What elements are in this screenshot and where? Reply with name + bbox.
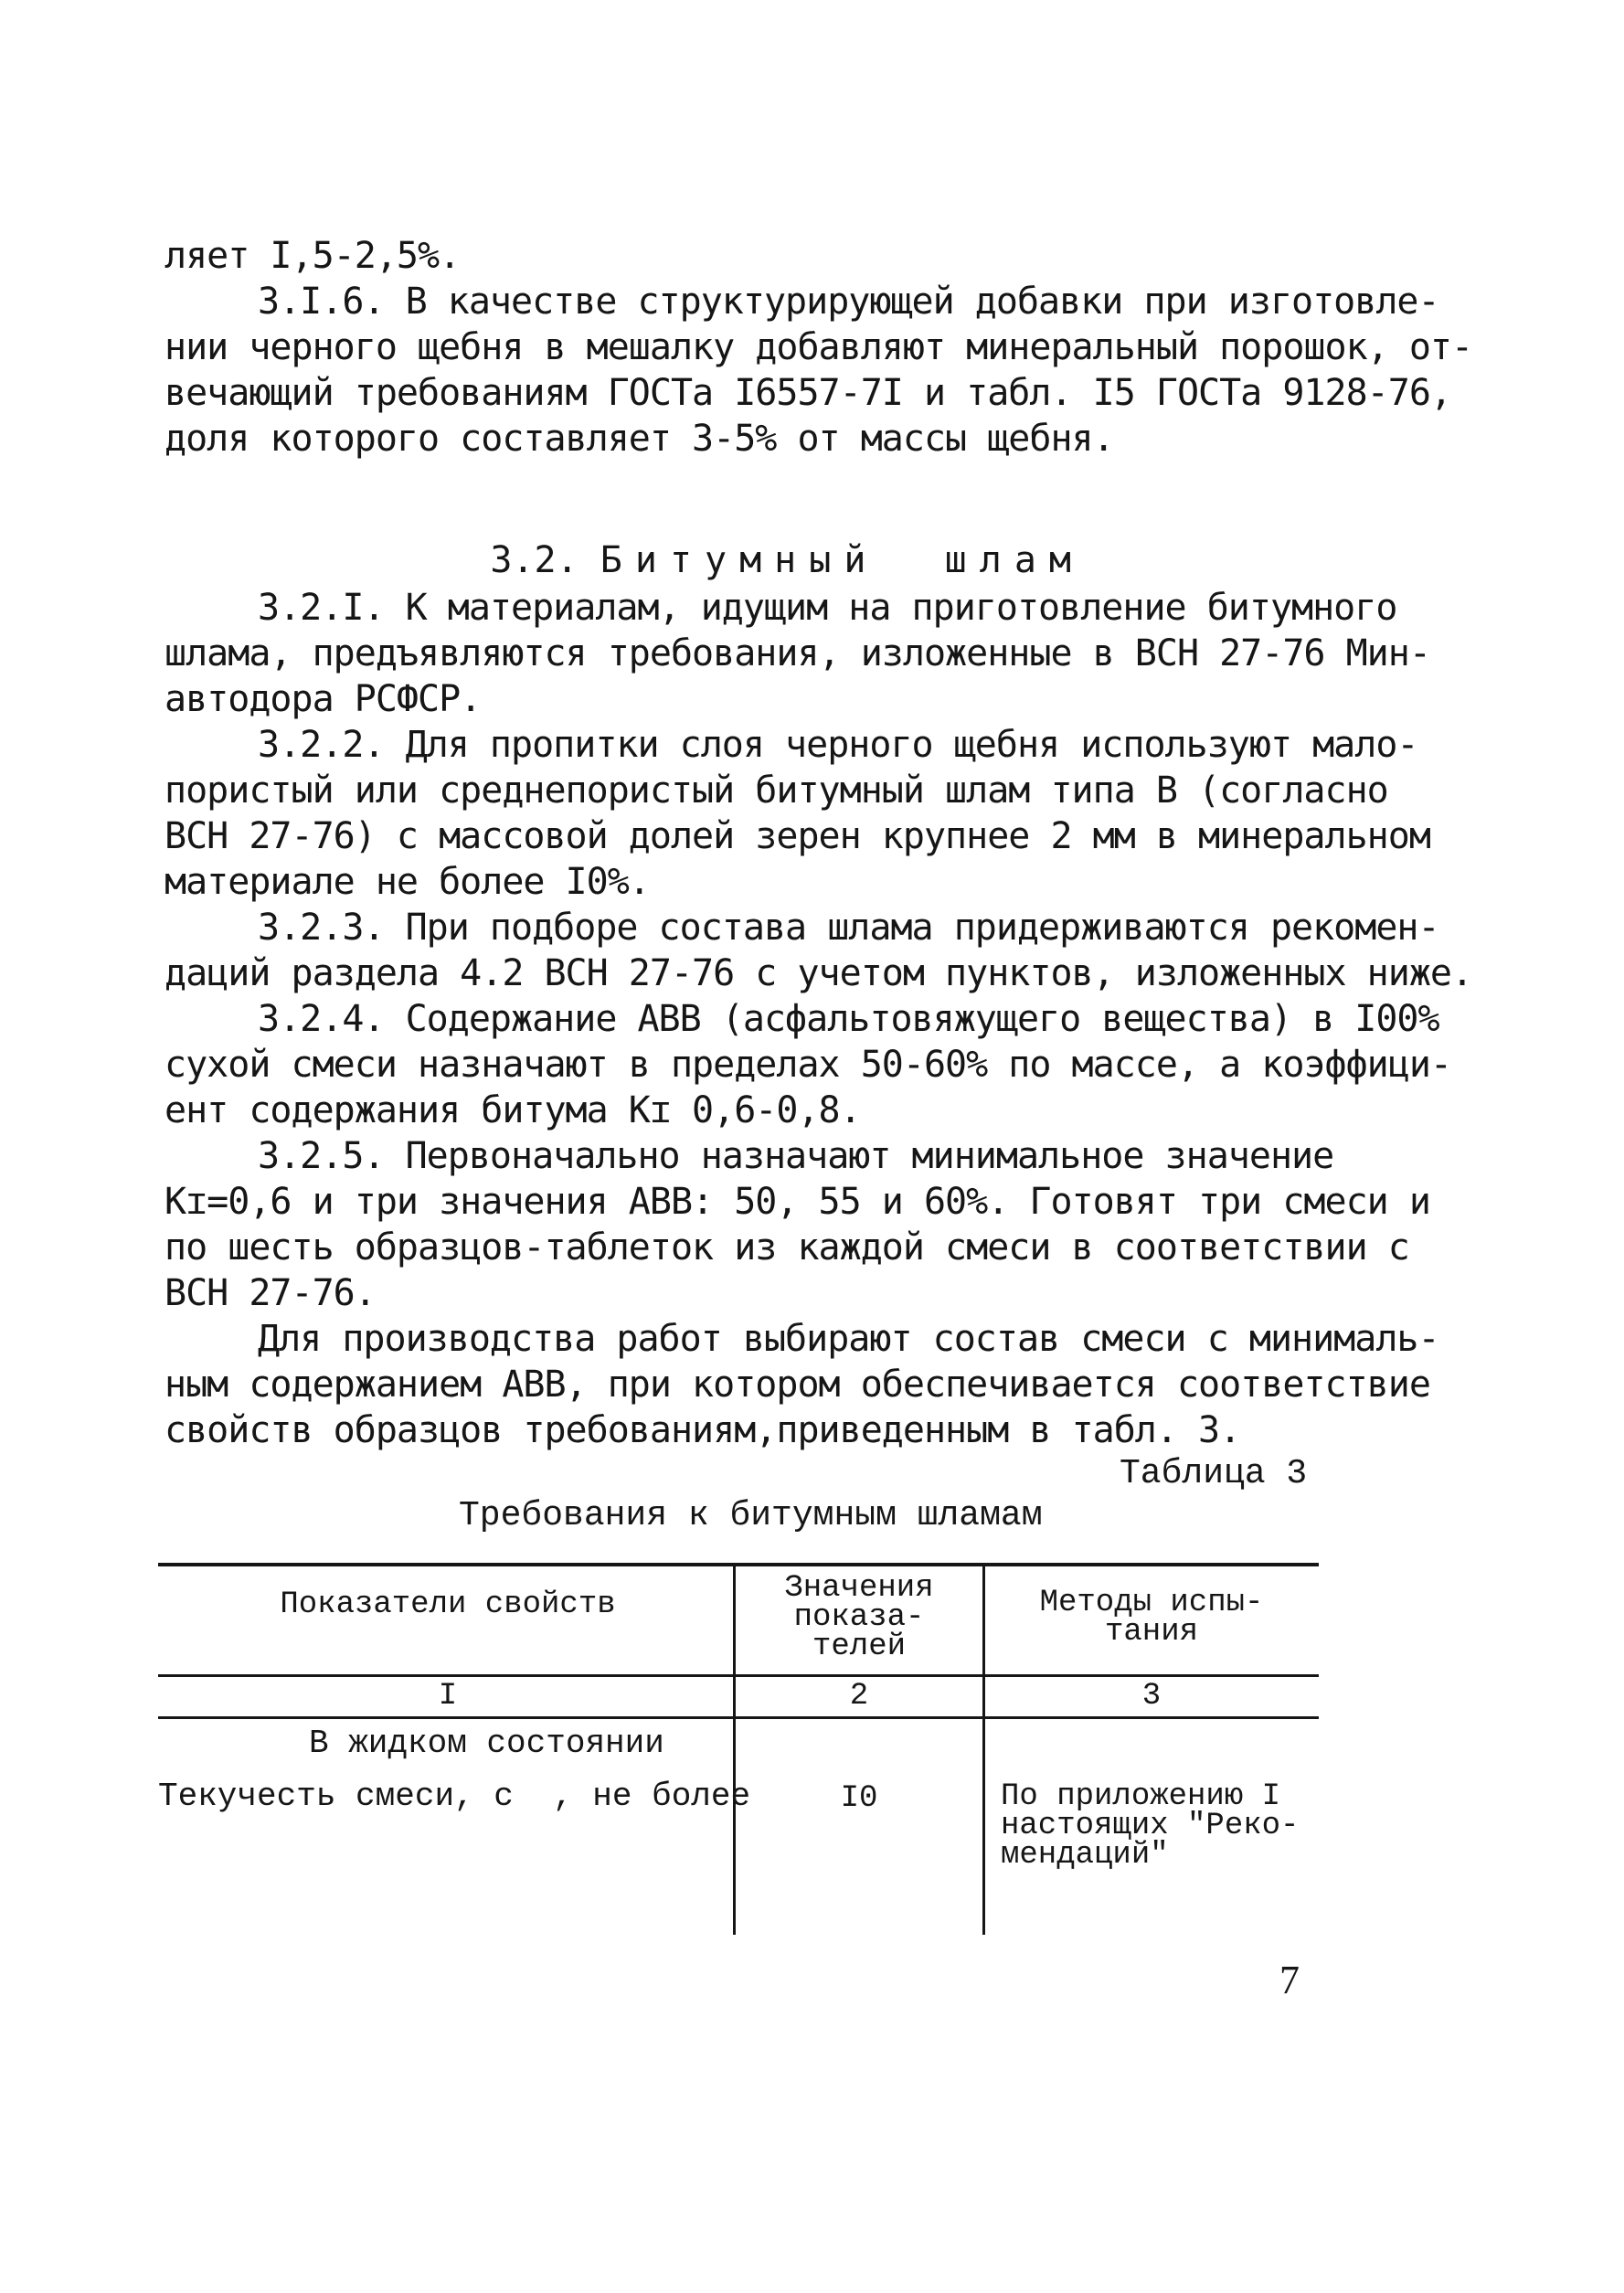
text-line: по шесть образцов-таблеток из каждой смеси в соответствии с bbox=[165, 1226, 1409, 1269]
table-top-rule bbox=[158, 1563, 1319, 1566]
table-column-divider bbox=[982, 1565, 985, 1935]
section-title-word: Битумный bbox=[600, 539, 879, 581]
text-line: свойств образцов требованиям,приведенным в табл. 3. bbox=[165, 1409, 1241, 1451]
text-line: даций раздела 4.2 ВСН 27-76 с учетом пунктов, изложенных ниже. bbox=[165, 952, 1473, 994]
text-line: 3.2.5. Первоначально назначают минимальное значение bbox=[258, 1135, 1334, 1177]
text-line: 3.2.4. Содержание АВВ (асфальтовяжущего вещества) в I00% bbox=[258, 998, 1439, 1040]
text-line: ляет I,5-2,5%. bbox=[165, 235, 461, 277]
text-line: ент содержания битума Кɪ 0,6-0,8. bbox=[165, 1089, 861, 1131]
text-line: сухой смеси назначают в пределах 50-60% по массе, а коэффици- bbox=[165, 1044, 1452, 1086]
text-line: автодора РСФСР. bbox=[165, 678, 482, 720]
table-header-cell: Показатели свойств bbox=[280, 1587, 616, 1622]
text-line: пористый или среднепористый битумный шлам типа В (согласно bbox=[165, 770, 1388, 812]
text-line: ВСН 27-76) с массовой долей зерен крупнее 2 мм в минеральном bbox=[165, 815, 1430, 857]
table-column-number: 3 bbox=[1141, 1679, 1162, 1714]
table-subheading: В жидком состоянии bbox=[309, 1725, 664, 1762]
text-line: нии черного щебня в мешалку добавляют минеральный порошок, от- bbox=[165, 326, 1473, 368]
table-cell-value: I0 bbox=[840, 1781, 878, 1816]
text-line: вечающий требованиям ГОСТа I6557-7I и табл. I5 ГОСТа 9128-76, bbox=[165, 372, 1452, 414]
table-column-divider bbox=[733, 1565, 736, 1935]
text-line: 3.2.I. К материалам, идущим на приготовление битумного bbox=[258, 587, 1397, 629]
text-line: 3.I.6. В качестве структурирующей добавки при изготовле- bbox=[258, 281, 1439, 323]
text-line: 3.2.3. При подборе состава шлама придерживаются рекомен- bbox=[258, 907, 1439, 949]
table-title: Требования к битумным шламам bbox=[459, 1496, 1043, 1535]
text-line: материале не более I0%. bbox=[165, 861, 650, 903]
text-line: ВСН 27-76. bbox=[165, 1272, 376, 1314]
table-header-rule bbox=[158, 1674, 1319, 1677]
table-column-number: 2 bbox=[849, 1679, 869, 1714]
table-label: Таблица 3 bbox=[1120, 1454, 1308, 1493]
text-line: 3.2.2. Для пропитки слоя черного щебня используют мало- bbox=[258, 724, 1418, 766]
section-title-word: шлам bbox=[944, 539, 1084, 581]
page-number: 7 bbox=[1279, 1958, 1300, 2002]
text-line: шлама, предъявляются требования, изложенные в ВСН 27-76 Мин- bbox=[165, 632, 1430, 674]
table-column-number: I bbox=[438, 1679, 458, 1714]
table-cell-property: Текучесть смеси, с , не более bbox=[158, 1778, 751, 1815]
section-number: 3.2. bbox=[490, 539, 578, 581]
text-line: Кɪ=0,6 и три значения АВВ: 50, 55 и 60%. Готовят три смеси и bbox=[165, 1181, 1430, 1223]
table-number-rule bbox=[158, 1716, 1319, 1719]
table-header-cell: Значения показа- телей bbox=[784, 1571, 934, 1664]
text-line: Для производства работ выбирают состав смеси с минималь- bbox=[258, 1318, 1439, 1360]
table-cell-method: По приложению I настоящих "Реко- мендаций" bbox=[1001, 1779, 1300, 1873]
table-header-cell: Методы испы- тания bbox=[1039, 1586, 1264, 1650]
text-line: доля которого составляет 3-5% от массы щебня. bbox=[165, 418, 1114, 460]
text-line: ным содержанием АВВ, при котором обеспечивается соответствие bbox=[165, 1364, 1430, 1406]
